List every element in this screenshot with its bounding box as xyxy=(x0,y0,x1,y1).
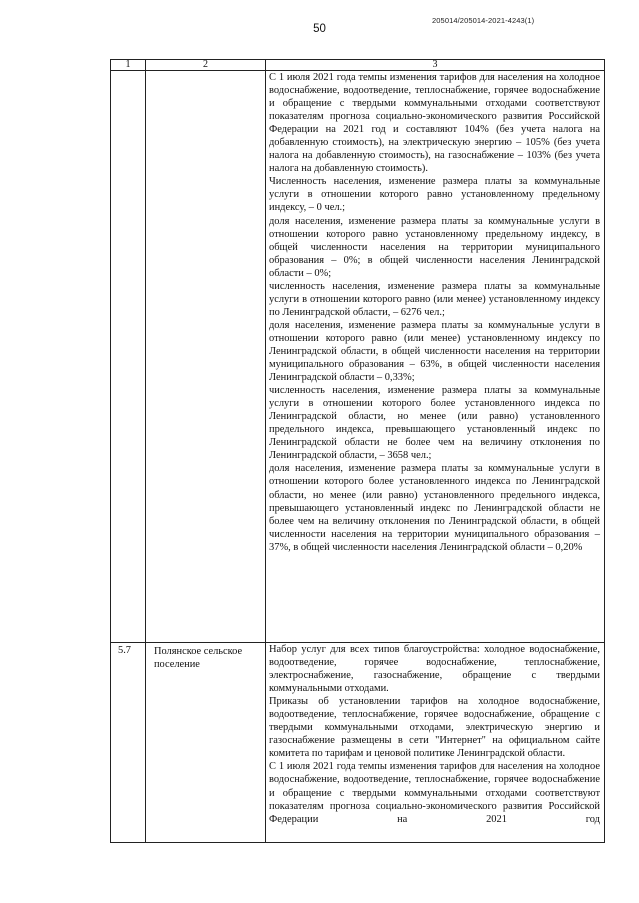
paragraph: численность населения, изменение размера платы за коммунальные услуги в отношении которого равно (или менее) установленному индексу по Ленинградской области, – 6276 чел.; xyxy=(269,280,600,318)
paragraph: Набор услуг для всех типов благоустройства: холодное водоснабжение, водоотведение, горячее водоснабжение, теплоснабжение, электроснабжение, газоснабжение, обращение с твердыми коммунальными отходами. xyxy=(269,644,600,695)
municipality-name xyxy=(146,71,266,643)
tariff-table xyxy=(110,59,605,843)
municipality-name: Полянское сельское поселение xyxy=(146,643,266,843)
column-header: 2 xyxy=(146,60,266,71)
paragraph: численность населения, изменение размера платы за коммунальные услуги в отношении которого более установленного индекса по Ленинградской области, но менее (или равно) установленного предельного индекса, превышающего установленный индекс по Ленинградской области не более чем на величину отклонения по Ленинградской области, – 3658 чел.; xyxy=(269,385,600,462)
column-header: 1 xyxy=(111,60,146,71)
table-row xyxy=(111,643,605,843)
table-header-row xyxy=(111,60,605,71)
paragraph: Численность населения, изменение размера платы за коммунальные услуги в отношении которого равно установленному предельному индексу, – 0 чел.; xyxy=(269,176,600,214)
table-row xyxy=(111,71,605,643)
document-id: 205014/205014-2021-4243(1) xyxy=(432,16,535,25)
row-number: 5.7 xyxy=(111,643,146,843)
paragraph: доля населения, изменение размера платы за коммунальные услуги в отношении которого более установленного индекса по Ленинградской области, но менее (или равно) установленного предельного индекса, превышающего установленный индекс по Ленинградской области не более чем на величину отклонения по Ленинградской области, в общей численности населения на территории муниципального образования – 37%, в общей численности населения Ленинградской области – 0,20% xyxy=(269,463,600,553)
paragraph: Приказы об установлении тарифов на холодное водоснабжение, водоотведение, теплоснабжение, горячее водоснабжение, обращение с твердыми коммунальными отходами, электрическую энергию и газоснабжение размещены в сети "Интернет" на официальном сайте комитета по тарифам и ценовой политике Ленинградской области. xyxy=(269,696,600,760)
column-header: 3 xyxy=(266,60,605,71)
paragraph: С 1 июля 2021 года темпы изменения тарифов для населения на холодное водоснабжение, водоотведение, теплоснабжение, горячее водоснабжение и обращение с твердыми коммунальными отходами соответствуют показателям прогноза социально-экономического развития Российской Федерации на 2021 год и составляют 104% (без учета налога на добавленную стоимость), на электрическую энергию – 105% (без учета налога на добавленную стоимость), на газоснабжение – 103% (без учета налога на добавленную стоимость). xyxy=(269,72,600,175)
row-number xyxy=(111,71,146,643)
description-cell xyxy=(266,71,605,643)
description-cell xyxy=(266,643,605,843)
page-number: 50 xyxy=(313,23,326,35)
paragraph: доля населения, изменение размера платы за коммунальные услуги в отношении которого равно (или менее) установленному индексу по Ленинградской области, в общей численности населения на территории муниципального образования – 63%, в общей численности населения Ленинградской области – 0,33%; xyxy=(269,319,600,384)
paragraph: С 1 июля 2021 года темпы изменения тарифов для населения на холодное водоснабжение, водоотведение, теплоснабжение, горячее водоснабжение и обращение с твердыми коммунальными отходами соответствуют показателям прогноза социально-экономического развития Российской Федерации на 2021 год xyxy=(269,761,600,825)
paragraph: доля населения, изменение размера платы за коммунальные услуги в отношении которого равно установленному предельному индексу, в общей численности населения на территории муниципального образования – 0%; в общей численности населения Ленинградской области – 0%; xyxy=(269,215,600,279)
